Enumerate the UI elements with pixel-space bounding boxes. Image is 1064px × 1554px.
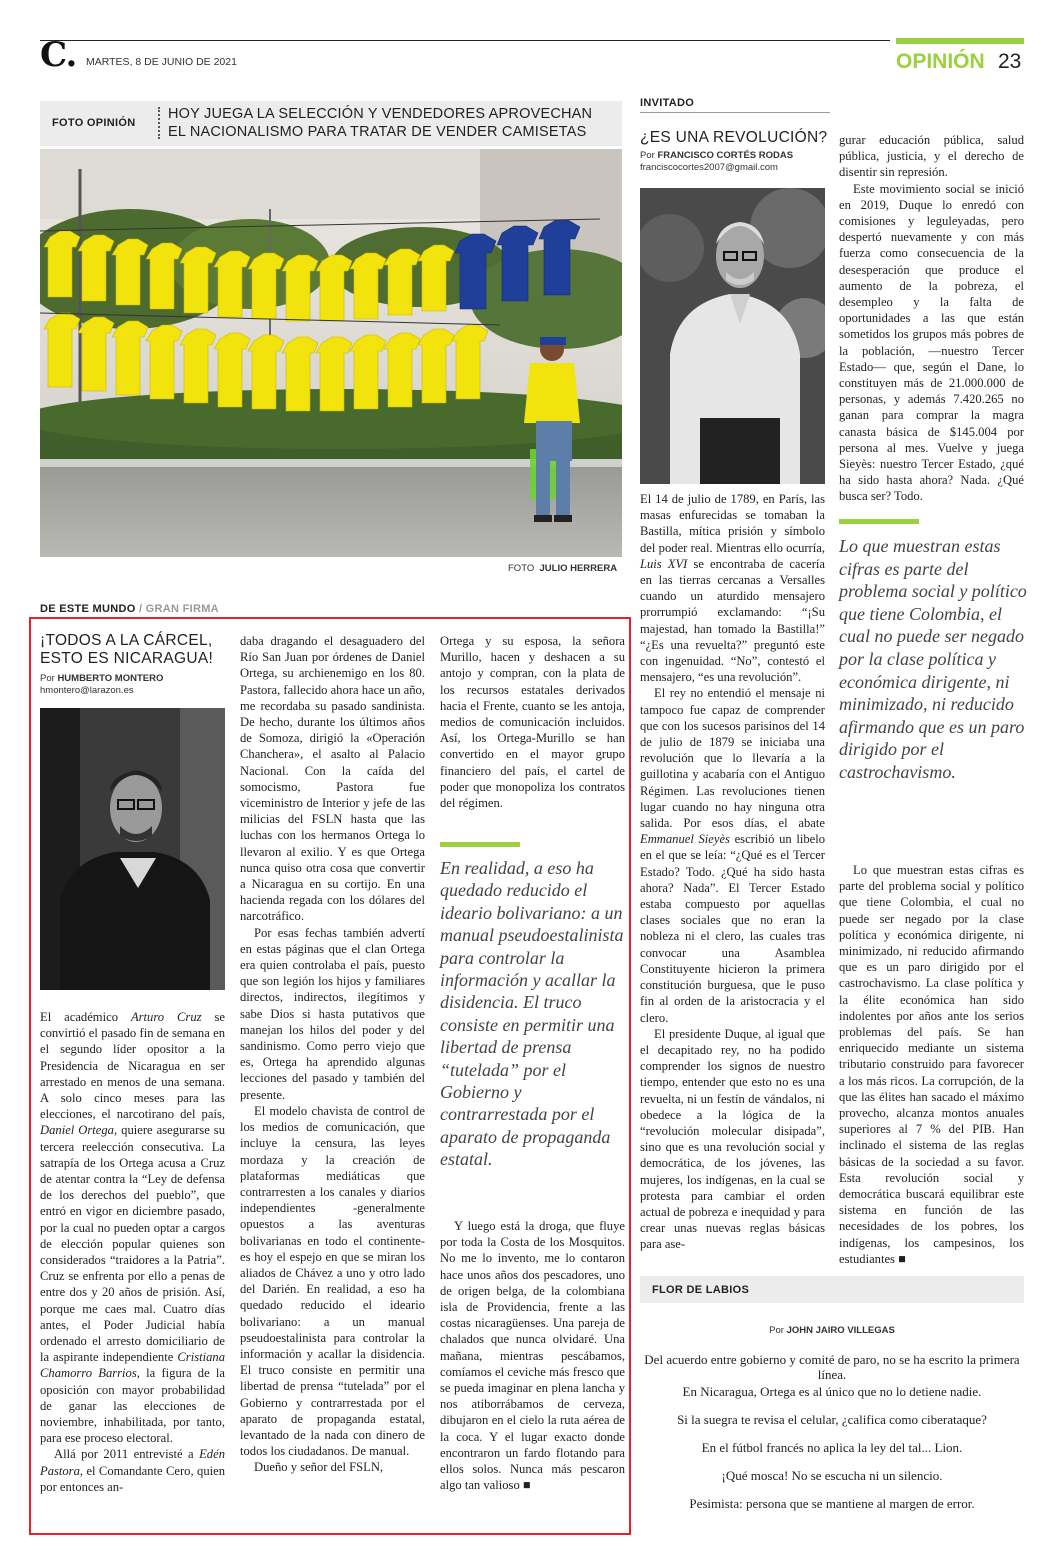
paragraph: Este movimiento social se inició en 2019, Duque lo enredó con comisiones y leguleyadas, pero despertó nuevamente y con más fuerza como consecuencia de la desesperación que produce el aumento de la pobreza, el desempleo y la falta de oportunidades a las que están sometidos los grupos más pobres de la población, —nuestro Tercer Estado— que, según el Dane, lo constituyen más de 21.000.000 de personas, y además 7.420.265 no ganan para comprar la magra canasta básica de $145.004 por persona al mes. Vuelve y juega Sieyès: nuestro Tercer Estado, ¿qué ha sido hasta ahora? Nada. ¿Qué busca ser? Todo. <box>839 181 1024 504</box>
flor-de-labios-label: FLOR DE LABIOS <box>652 1284 750 1296</box>
paragraph: Allá por 2011 entrevisté a Edén Pastora, el Comandante Cero, quien por entonces an- <box>40 1447 225 1494</box>
foto-opinion-headline-2: EL NACIONALISMO PARA TRATAR DE VENDER CAMISETAS <box>168 124 587 140</box>
invitado-col2-top <box>839 132 1024 505</box>
gran-firma-by: Por <box>40 673 55 684</box>
invitado-by: Por <box>640 150 655 161</box>
gran-firma-col2 <box>240 633 425 1476</box>
paragraph: Lo que muestran estas cifras es parte del problema social y político que tiene Colombia, el cual no puede ser negado por la clase política y económica dirigente, ni minimizado, ni reducido afirmando que es un paro dirigido por el castrochavismo. La clase política y la élite económica han sido indolentes por años ante los serios problemas del país. Se han enriquecido mediante un sistema tributario construido para favorecer a los más ricos. La corrupción, de la que las élites han sacado el máximo provecho, alcanza montos anuales superiores al 7 % del PIB. Han inclinado el sistema de las reglas básicas de la sociedad a su favor. Esta revolución social y democrática buscará equilibrar este sistema en función de las necesidades de los pobres, los indígenas, los campesinos, los estudiantes ■ <box>839 863 1024 1266</box>
author-photo-montero <box>40 708 225 990</box>
gran-firma-label: DE ESTE MUNDO <box>40 603 136 615</box>
paragraph: El presidente Duque, al igual que el decapitado rey, no ha podido comprender los signos de nuestro tiempo, entender que esto no es una revuelta, ni un festín de vándalos, ni obedece a la lógica de la “revolución molecular disipada”, sino que es una revolución social y democrática, de los jóvenes, las mujeres, los indígenas, en la cual se protesta para cambiar el orden actual de pobreza e inequidad y para crear unas nuevas reglas básicas para ase- <box>640 1026 825 1252</box>
invitado-col1 <box>640 491 825 1253</box>
gran-firma-col3-top <box>440 633 625 811</box>
publication-logo: C. <box>40 35 77 75</box>
street-vendor-photo <box>40 149 622 557</box>
pull-quote-accent <box>440 842 520 847</box>
gran-firma-headline-line2: ESTO ES NICARAGUA! <box>40 650 214 667</box>
flor-item: En el fútbol francés no aplica la ley del tal... Lion. <box>701 1440 963 1455</box>
foto-opinion-label: FOTO OPINIÓN <box>52 117 136 129</box>
paragraph: El 14 de julio de 1789, en París, las masas enfurecidas se tomaban la Bastilla, mítica prisión y símbolo del poder real. Mientras ello ocurría, Luis XVI se encontraba de cacería en las tierras cercanas a Versalles cuando un aturdido mensajero prorrumpió exclamando: “¡Su majestad, han tomado la Bastilla!” “¿Es una revuelta?” preguntó este con ingenuidad. “No”, contestó el mensajero, “es una revolución”. <box>640 492 825 685</box>
header-divider <box>158 107 161 139</box>
invitado-email[interactable]: franciscocortes2007@gmail.com <box>640 162 778 173</box>
masthead-top-rule <box>40 40 890 41</box>
flor-item: En Nicaragua, Ortega es al único que no lo detiene nadie. <box>682 1384 982 1399</box>
gran-firma-email[interactable]: hmontero@larazon.es <box>40 685 134 696</box>
invitado-author: FRANCISCO CORTÉS RODAS <box>657 150 794 161</box>
gran-firma-author: HUMBERTO MONTERO <box>57 673 164 684</box>
photo-credit-name: JULIO HERRERA <box>539 563 618 574</box>
paragraph: El modelo chavista de control de los medios de comunicación, que incluye la censura, las leyes mordaza y la creación de plataformas mediáticas que contrarresten a los canales y diarios independientes -generalmente opuestos a las aventuras bolivarianas en todo el continente- es hoy el espejo en que se miran los aliados de Chávez a uno y otro lado del Darién. En realidad, a eso ha quedado reducido el ideario bolivariano: a un manual pseudoestalinista para controlar la información y acallar la disidencia. El truco consiste en permitir una libertad de prensa “tutelada” por el Gobierno y contrarrestada por el aparato de propaganda estatal, levantado de la nada con dinero de todos los ciudadanos. De manual. <box>240 1103 425 1459</box>
foto-opinion-headline-1: HOY JUEGA LA SELECCIÓN Y VENDEDORES APROVECHAN <box>168 106 593 122</box>
flor-de-labios-header <box>640 1276 1024 1303</box>
masthead <box>40 36 1024 76</box>
flor-item: Si la suegra te revisa el celular, ¿califica como ciberataque? <box>677 1412 987 1427</box>
paragraph: daba dragando el desaguadero del Río San Juan por órdenes de Daniel Ortega, su archienemigo en los 80. Pastora, fallecido ahora hace un año, me recordaba su pasado sandinista. De hecho, durante los últimos años de Somoza, dirigió la «Operación Chanchera», el asalto al Palacio Nacional. Con la caída del somocismo, Pastora fue viceministro de Interior y jefe de las milicias del FSLN hasta que las luchas con los hermanos Ortega lo llevaron al exilio. Y es que Ortega nunca quiso otra cosa que convertir a Nicaragua en su cortijo. En una hacienda regada con los dólares del narcotráfico. <box>240 634 425 924</box>
gran-firma-section <box>40 603 219 615</box>
flor-de-labios-byline <box>640 1325 1024 1337</box>
flor-item: Del acuerdo entre gobierno y comité de paro, no se ha escrito la primera línea. <box>644 1352 1020 1382</box>
gran-firma-pull-quote: En realidad, a eso ha quedado reducido el ideario bolivariano: a un manual pseudoestalinista para controlar la información y acallar la disidencia. El truco consiste en permitir una libertad de prensa “tutelada” por el Gobierno y contrarrestada por el aparato de propaganda estatal. <box>440 858 624 1170</box>
invitado-headline: ¿ES UNA REVOLUCIÓN? <box>640 129 828 146</box>
flor-item: ¡Qué mosca! No se escucha ni un silencio. <box>721 1468 943 1483</box>
photo-credit <box>508 563 617 574</box>
gran-firma-headline-line1: ¡TODOS A LA CÁRCEL, <box>40 632 213 649</box>
paragraph: Por esas fechas también advertí en estas páginas que el clan Ortega era quien controlaba el país, puesto que son legión los hijos y familiares directos, indirectos, ilegítimos y sabe Dios si hasta putativos que manejan los hilos del poder y del sandinismo. Como perro viejo que es, Ortega ha aprendido algunas lecciones del pasado y también del presente. <box>240 925 425 1102</box>
invitado-pull-quote: Lo que muestran estas cifras es parte del problema social y político que tiene Colombia, el cual no puede ser negado por la clase política y económica dirigente, ni minimizado, ni reducido afirmando que es un paro dirigido por el castrochavismo. <box>839 536 1027 782</box>
paragraph: Ortega y su esposa, la señora Murillo, hacen y deshacen a su antojo y compran, con la plata de los recursos estatales derivados hacia el Frente, cuanto se les antoja, medios de comunicación incluidos. Así, los Ortega-Murillo se han convertido en el mayor grupo financiero del país, el cartel de poder que monopoliza los contratos del régimen. <box>440 634 625 811</box>
gran-firma-sublabel: / GRAN FIRMA <box>138 603 219 615</box>
page-number: 23 <box>998 50 1022 73</box>
gran-firma-col1-bottom <box>40 1009 225 1495</box>
photo-credit-label: FOTO <box>508 563 535 574</box>
flor-author: JOHN JAIRO VILLEGAS <box>786 1325 895 1336</box>
paragraph: Y luego está la droga, que fluye por toda la Costa de los Mosquitos. No me lo invento, me lo contaron hace unos años dos pescadores, uno de origen belga, de la colombiana isla de Providencia, frente a las costas nicaragüenses. Una pareja de chalados que nunca olvidaré. Una mañana, mientras pescábamos, comíamos el ceviche más fresco que se pueda imaginar en plena lancha y nos atiborrábamos de cerveza, dibujaron en el cielo la ruta aérea de la coca. Y el lugar exacto donde encontraron un fardo flotando para ellos solos. Nunca más pescaron algo tan valioso ■ <box>440 1219 625 1493</box>
gran-firma-byline <box>40 673 240 697</box>
invitado-byline <box>640 150 835 174</box>
masthead-green-rule <box>896 38 1024 44</box>
author-photo-cortes <box>640 188 825 484</box>
section-title: OPINIÓN <box>896 50 985 73</box>
flor-by: Por <box>769 1325 784 1336</box>
invitado-col2-bottom <box>839 862 1024 1267</box>
foto-opinion-header <box>40 101 622 146</box>
issue-date: MARTES, 8 DE JUNIO DE 2021 <box>86 56 237 68</box>
invitado-label: INVITADO <box>640 97 695 109</box>
gran-firma-headline <box>40 632 240 668</box>
paragraph: Dueño y señor del FSLN, <box>254 1460 384 1475</box>
invitado-rule <box>640 112 830 113</box>
paragraph: gurar educación pública, salud pública, justicia, y el derecho de disentir sin represión. <box>839 133 1024 180</box>
flor-de-labios-list <box>640 1352 1024 1524</box>
paragraph: El académico Arturo Cruz se convirtió el pasado fin de semana en el segundo líder opositor a la Presidencia de Nicaragua en ser arrestado en menos de una semana. A solo cinco meses para las elecciones, el narcotirano del país, Daniel Ortega, quiere asegurarse su tercera reelección consecutiva. La satrapía de los Ortega acusa a Cruz de atentar contra la “Ley de defensa de los derechos del pueblo”, que entró en vigor en diciembre pasado, por la cual no pueden optar a cargos de elección popular quienes son considerados “traidores a la Patria”. Cruz se enfrenta por ello a penas de entre dos y 20 años de prisión. Así, porque me caes mal. Cuatro días antes, el Poder Judicial había ordenado el arresto domiciliario de la aspirante independiente Cristiana Chamorro Barrios, la figura de la oposición con mayor probabilidad de ganar las elecciones de noviembre, inhabilitada, por tanto, para ese proceso electoral. <box>40 1010 225 1446</box>
flor-item: Pesimista: persona que se mantiene al margen de error. <box>689 1496 975 1511</box>
invitado-pull-quote-accent <box>839 519 919 524</box>
paragraph: El rey no entendió el mensaje ni tampoco fue capaz de comprender que con los sucesos parisinos del 14 de julio de 1879 se iniciaba una revolución que lo llevaría a la guillotina y acabaría con el Antiguo Régimen. Las revoluciones tienen lugar cuando no hay ninguna otra salida. Por esos días, el abate Emmanuel Sieyès escribió un libelo en el que se leía: “¿Qué es el Tercer Estado? Todo. ¿Qué ha sido hasta ahora? Nada”. El Tercer Estado estaba compuesto por aquellas clases sociales que no eran la nobleza ni el clero, las cuales tras convocar una Asamblea Constituyente hicieron la primera constitución burguesa, que le puso fin al orden de la aristocracia y el clero. <box>640 686 825 1025</box>
gran-firma-col3-bottom <box>440 1218 625 1493</box>
